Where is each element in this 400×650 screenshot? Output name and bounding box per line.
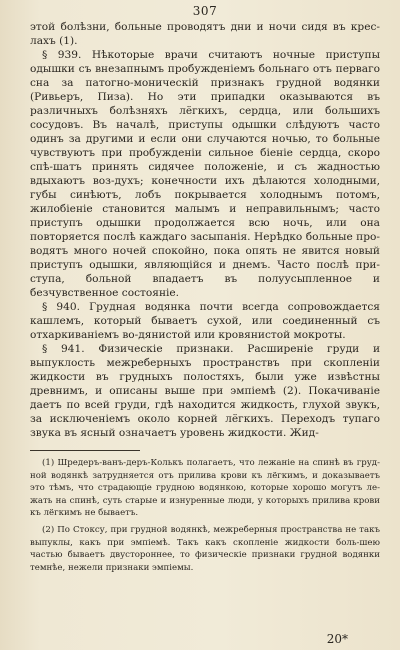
main-text bbox=[30, 20, 380, 440]
footnotes bbox=[30, 457, 380, 574]
footnote-divider bbox=[30, 450, 140, 451]
footnote-2: (2) По Стоксу, при грудной водянкѣ, межреберныя пространства не такъ выпуклы, какъ при эмпіемѣ. Такъ какъ скопленіе жидкости боль-шею частью бываетъ двустороннее, то физическіе признаки грудной водянки темнѣе, нежели признаки эмпіемы. bbox=[30, 524, 380, 573]
paragraph-939: § 939. Нѣкоторые врачи считаютъ ночные приступы одышки съ внезапнымъ пробужденіемъ больнаго отъ перваго сна за патогно-моническій признакъ грудной водянки (Ривьеръ, Пиза). Но эти припадки оказываются въ различныхъ болѣзняхъ лёгкихъ, сердца, или большихъ сосудовъ. Въ началѣ, приступы одышки слѣдуютъ часто одинъ за другими и если они случаются ночью, то больные чувствуютъ при пробужденіи сильное біеніе сердца, скоро спѣ-шатъ принять сидячее положеніе, и съ жадностью вдыхаютъ воз-духъ; конечности ихъ дѣлаются холодными, губы синѣютъ, лобъ покрывается холоднымъ потомъ, жилобіеніе становится малымъ и неправильнымъ; часто приступъ одышки продолжается всю ночь, или она повторяется послѣ каждаго засыпанія. Нерѣдко больные про-водятъ много ночей спокойно, пока опять не явится новый приступъ одышки, являющійся и днемъ. Часто послѣ при-ступа, больной впадаетъ въ полуусыпленное и безчувственное состояніе. bbox=[30, 49, 380, 299]
paragraph-940: § 940. Грудная водянка почти всегда сопровождается кашлемъ, который бываетъ сухой, или соединенный съ отхаркиваніемъ во-дянистой или кровянистой мокроты. bbox=[30, 301, 380, 341]
page-number: 307 bbox=[192, 4, 218, 18]
footnote-1: (1) Шредеръ-ванъ-деръ-Колькъ полагаетъ, что лежаніе на спинѣ въ груд-ной водянкѣ затрудняется отъ прилива крови къ лёгкимъ, и доказываетъ это тѣмъ, что страдающіе грудною водянкою, которые хорошо могутъ ле-жать на спинѣ, суть старые и изнуренные люди, у которыхъ прилива крови къ лёгкимъ не бываетъ. bbox=[30, 458, 380, 519]
paragraph-941: § 941. Физическіе признаки. Расширеніе груди и выпуклость межреберныхъ пространствъ при скопленіи жидкости въ грудныхъ полостяхъ, были уже извѣстны древнимъ, и описаны выше при эмпіемѣ (2). Покачиваніе даетъ по всей груди, гдѣ находится жидкость, глухой звукъ, за исключеніемъ около корней лёгкихъ. Переходъ тупаго звука въ ясный означаетъ уровень жидкости. Жид- bbox=[30, 343, 380, 439]
paragraph-continuation: этой болѣзни, больные проводятъ дни и ночи сидя въ крес-лахъ (1). bbox=[30, 21, 380, 47]
signature-mark: 20* bbox=[326, 632, 348, 646]
